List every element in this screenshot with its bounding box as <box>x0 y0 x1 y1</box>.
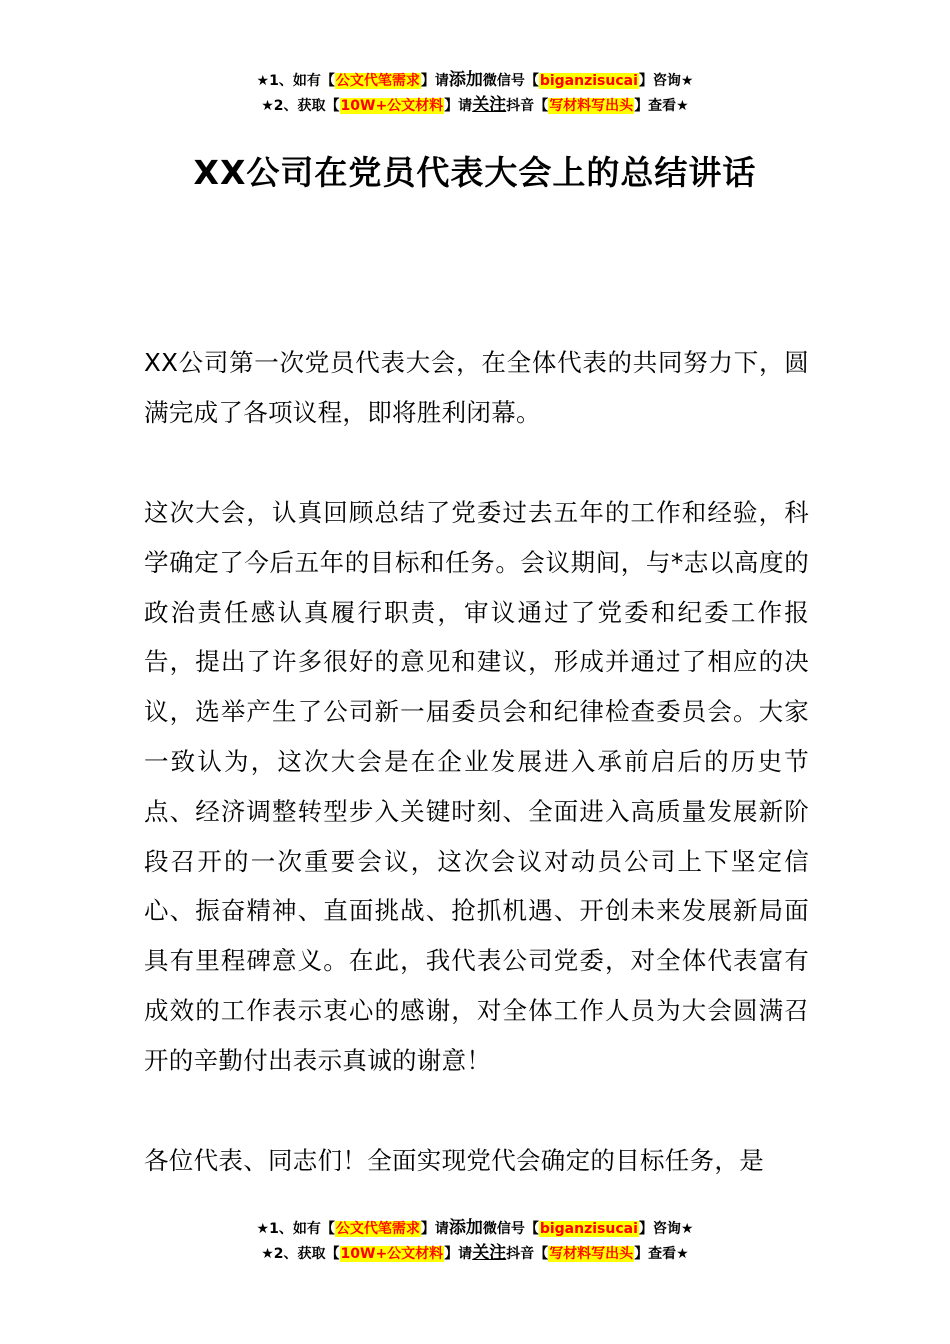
banner-line-1 <box>0 68 950 93</box>
banner-text: ★1、如有【 <box>256 73 335 89</box>
banner-highlight: 10W+公文材料 <box>340 1246 444 1262</box>
banner-highlight: 写材料写出头 <box>549 98 634 114</box>
banner-text: 】咨询★ <box>638 1221 694 1237</box>
document-title: XX公司在党员代表大会上的总结讲话 <box>193 153 757 192</box>
banner-text: 】咨询★ <box>638 73 694 89</box>
banner-text: 微信号【 <box>482 73 539 89</box>
footer-banner <box>0 1216 950 1266</box>
banner-text: 】请 <box>420 73 449 89</box>
banner-line-2 <box>0 93 950 118</box>
banner-emphasis: 添加 <box>448 1218 483 1238</box>
banner-highlight: 公文代笔需求 <box>335 1221 420 1237</box>
banner-text: ★2、获取【 <box>261 1246 340 1262</box>
banner-highlight: 公文代笔需求 <box>335 73 420 89</box>
banner-emphasis: 关注 <box>472 95 507 115</box>
banner-text: ★2、获取【 <box>261 98 340 114</box>
banner-highlight: 10W+公文材料 <box>340 98 444 114</box>
banner-highlight: 写材料写出头 <box>549 1246 634 1262</box>
banner-text: 抖音【 <box>506 98 549 114</box>
body-paragraph: 各位代表、同志们！全面实现党代会确定的目标任务，是 <box>144 1146 764 1175</box>
banner-text: 】查看★ <box>634 98 689 114</box>
banner-text: 微信号【 <box>482 1221 539 1237</box>
banner-line-2 <box>0 1241 950 1266</box>
banner-line-1 <box>0 1216 950 1241</box>
banner-text: 】请 <box>444 1246 473 1262</box>
banner-text: ★1、如有【 <box>256 1221 335 1237</box>
banner-highlight: biganzisucai <box>539 73 638 89</box>
banner-emphasis: 关注 <box>472 1243 507 1263</box>
banner-text: 】请 <box>444 98 473 114</box>
banner-highlight: biganzisucai <box>539 1221 638 1237</box>
banner-text: 抖音【 <box>506 1246 549 1262</box>
body-paragraph: 这次大会，认真回顾总结了党委过去五年的工作和经验，科学确定了今后五年的目标和任务。会议期间，与*志以高度的政治责任感认真履行职责，审议通过了党委和纪委工作报告，提出了许多很好的意见和建议，形成并通过了相应的决议，选举产生了公司新一届委员会和纪律检查委员会。大家一致认为，这次大会是在企业发展进入承前启后的历史节点、经济调整转型步入关键时刻、全面进入高质量发展新阶段召开的一次重要会议，这次会议对动员公司上下坚定信心、振奋精神、直面挑战、抢抓机遇、开创未来发展新局面具有里程碑意义。在此，我代表公司党委，对全体代表富有成效的工作表示衷心的感谢，对全体工作人员为大会圆满召开的辛勤付出表示真诚的谢意！ <box>144 498 809 1075</box>
body-paragraph: XX公司第一次党员代表大会，在全体代表的共同努力下，圆满完成了各项议程，即将胜利闭幕。 <box>144 348 809 427</box>
banner-text: 】查看★ <box>634 1246 689 1262</box>
banner-emphasis: 添加 <box>448 70 483 90</box>
banner-text: 】请 <box>420 1221 449 1237</box>
header-banner <box>0 68 950 118</box>
